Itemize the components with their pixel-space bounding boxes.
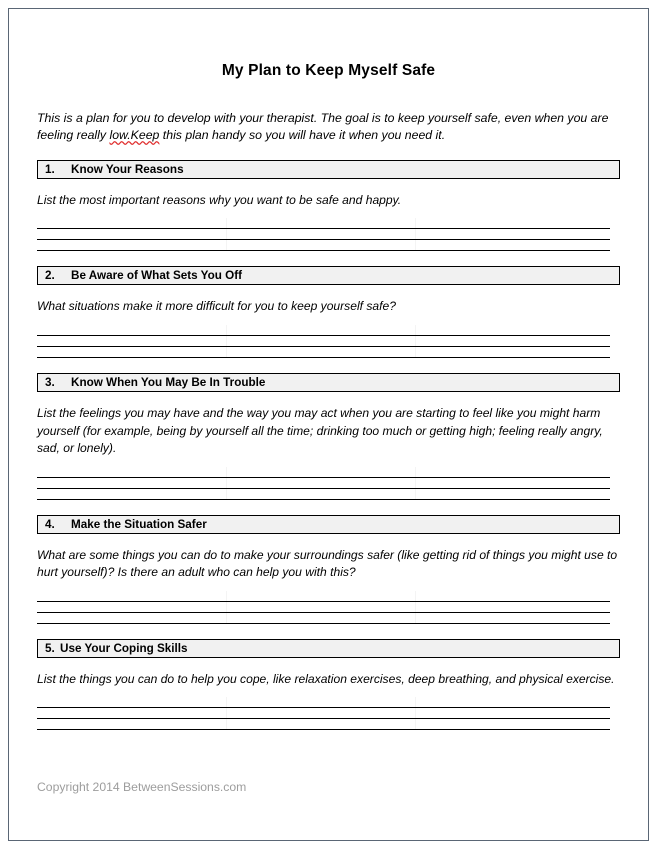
section-2 xyxy=(37,266,620,358)
answer-line[interactable] xyxy=(37,229,610,240)
answer-line[interactable] xyxy=(37,325,610,336)
section-title: Make the Situation Safer xyxy=(71,517,207,531)
page-title: My Plan to Keep Myself Safe xyxy=(221,62,436,79)
section-heading-1 xyxy=(37,160,620,179)
section-prompt: List the things you can do to help you cope, like relaxation exercises, deep breathing, and physical exercise. xyxy=(37,671,615,686)
section-3 xyxy=(37,373,620,500)
copyright-footer: Copyright 2014 BetweenSessions.com xyxy=(37,780,247,794)
section-title: Know When You May Be In Trouble xyxy=(71,375,266,389)
answer-line[interactable] xyxy=(37,218,610,229)
section-heading-3 xyxy=(37,373,620,392)
section-title: Use Your Coping Skills xyxy=(60,641,188,655)
section-4 xyxy=(37,515,620,624)
answer-line[interactable] xyxy=(37,347,610,358)
answer-lines[interactable] xyxy=(37,697,610,730)
answer-lines[interactable] xyxy=(37,591,610,624)
section-number: 5. xyxy=(45,641,55,655)
section-number: 2. xyxy=(45,269,55,283)
section-title: Know Your Reasons xyxy=(71,162,184,176)
answer-line[interactable] xyxy=(37,478,610,489)
section-prompt: List the feelings you may have and the way you may act when you are starting to feel like you might harm yourself (for example, being by yourself all the time; drinking too much or getting high; feeling really angry, sad, or lonely). xyxy=(37,405,603,456)
answer-lines[interactable] xyxy=(37,218,610,251)
section-1 xyxy=(37,160,620,252)
section-number: 1. xyxy=(45,162,55,176)
answer-line[interactable] xyxy=(37,602,610,613)
answer-line[interactable] xyxy=(37,336,610,347)
answer-line[interactable] xyxy=(37,613,610,624)
answer-line[interactable] xyxy=(37,591,610,602)
section-number: 3. xyxy=(45,375,55,389)
page-content xyxy=(9,9,648,840)
document-page xyxy=(8,8,649,841)
answer-line[interactable] xyxy=(37,467,610,478)
answer-line[interactable] xyxy=(37,719,610,730)
intro-paragraph xyxy=(37,80,620,145)
intro-text-part-1: This is a plan for you to develop with your therapist. The goal is to keep yourself safe, even when you are feeling really xyxy=(37,111,609,143)
answer-lines[interactable] xyxy=(37,467,610,500)
intro-text-part-2: this plan handy so you will have it when you need it. xyxy=(159,128,446,143)
section-heading-4 xyxy=(37,515,620,534)
section-title: Be Aware of What Sets You Off xyxy=(71,269,243,283)
answer-lines[interactable] xyxy=(37,325,610,358)
section-number: 4. xyxy=(45,517,55,531)
section-prompt: What situations make it more difficult for you to keep yourself safe? xyxy=(37,299,396,314)
answer-line[interactable] xyxy=(37,697,610,708)
answer-line[interactable] xyxy=(37,489,610,500)
spellcheck-flagged-text: low.Keep xyxy=(109,128,160,143)
section-heading-2 xyxy=(37,266,620,285)
sections-container xyxy=(37,160,620,730)
section-prompt: List the most important reasons why you want to be safe and happy. xyxy=(37,192,402,207)
answer-line[interactable] xyxy=(37,240,610,251)
section-5 xyxy=(37,639,620,731)
section-heading-5 xyxy=(37,639,620,658)
answer-line[interactable] xyxy=(37,708,610,719)
section-prompt: What are some things you can do to make your surroundings safer (like getting rid of things you might use to hurt yourself)? Is there an adult who can help you with this? xyxy=(37,547,618,580)
